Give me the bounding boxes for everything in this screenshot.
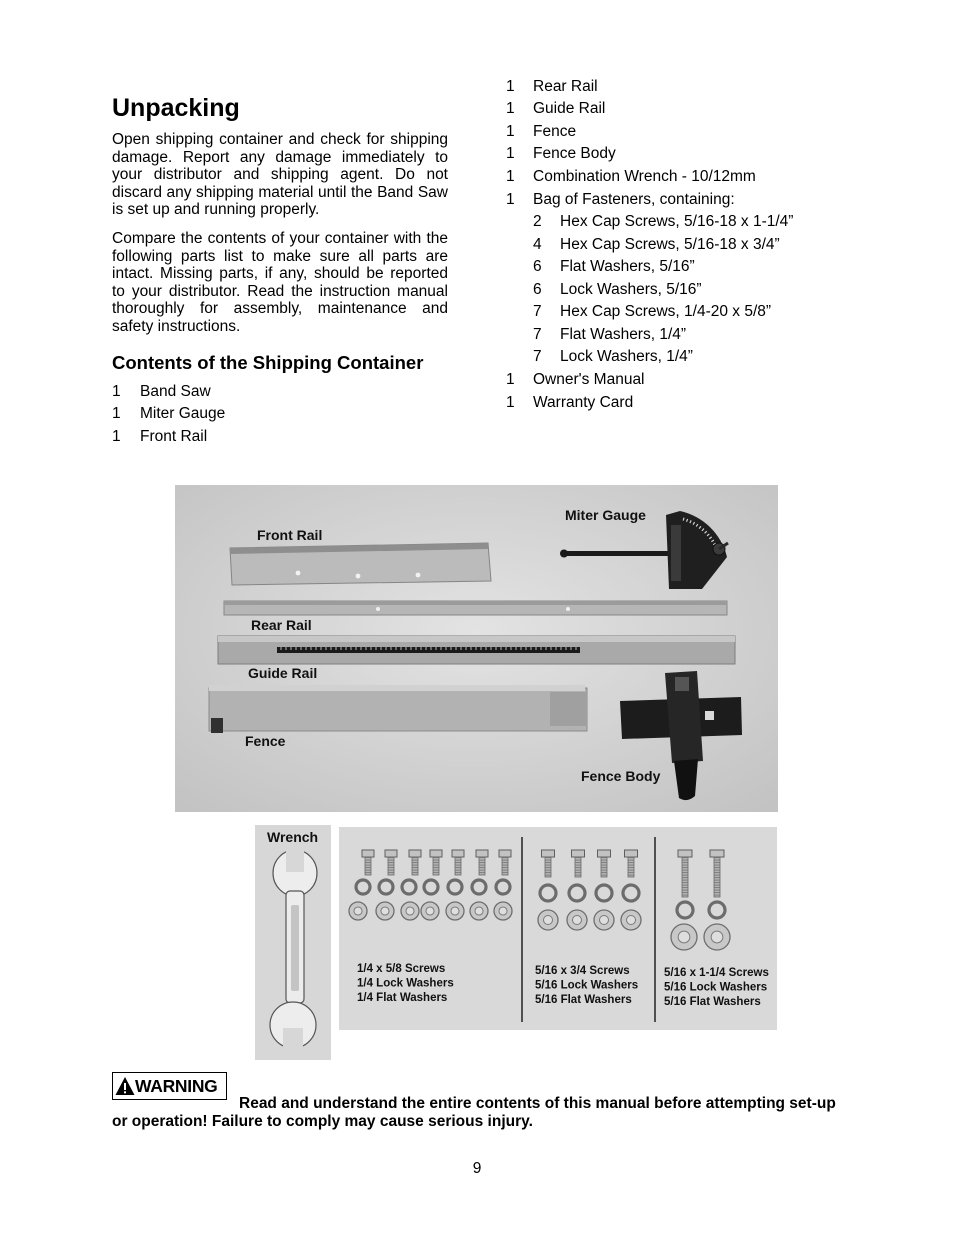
rear-rail-hole <box>566 607 570 611</box>
item-name: Flat Washers, 5/16” <box>560 258 695 276</box>
item-name: Warranty Card <box>533 393 634 411</box>
flat-washer <box>349 902 367 920</box>
item-name: Combination Wrench - 10/12mm <box>533 167 756 185</box>
item-name: Bag of Fasteners, containing: <box>533 190 735 208</box>
wrench-label: Wrench <box>267 829 319 845</box>
screw-head <box>452 850 464 857</box>
flat-washer <box>538 910 558 930</box>
screw-shank <box>601 857 607 877</box>
item-name: Lock Washers, 5/16” <box>560 280 702 298</box>
screw-head <box>542 850 555 857</box>
contents-list-left <box>112 381 225 449</box>
wrench-shaft-groove <box>291 905 299 991</box>
item-name: Lock Washers, 1/4” <box>560 348 693 366</box>
miter-gauge-bar-end <box>560 550 568 558</box>
item-quantity: 1 <box>506 145 515 163</box>
fastener-item <box>506 301 793 324</box>
flat-washer-hole <box>354 907 362 915</box>
front-rail <box>230 543 491 585</box>
contents-item <box>112 426 225 449</box>
item-name: Hex Cap Screws, 5/16-18 x 1-1/4” <box>560 213 794 231</box>
wrench-photo <box>255 825 331 1060</box>
fence-body-label: Fence Body <box>581 768 661 784</box>
screw-shank <box>682 857 688 897</box>
miter-gauge-body <box>671 525 681 581</box>
contents-item <box>506 143 793 166</box>
intro-paragraph: Open shipping container and check for shipping damage. Report any damage immediately to your distributor and shipping agent. Do not discard any shipping material until the Band Saw is set up and running properly. <box>112 131 448 219</box>
item-quantity: 1 <box>506 190 515 208</box>
flat-washer <box>594 910 614 930</box>
fastener-group-label: 5/16 Flat Washers <box>664 996 761 1008</box>
fence <box>209 685 587 733</box>
flat-washer <box>621 910 641 930</box>
fastener-group-label: 1/4 Flat Washers <box>357 992 448 1004</box>
item-quantity: 1 <box>506 122 515 140</box>
item-name: Hex Cap Screws, 1/4-20 x 5/8” <box>560 303 772 321</box>
screw-head <box>430 850 442 857</box>
fastener-group-label: 1/4 x 5/8 Screws <box>357 963 446 975</box>
fastener-item <box>506 211 793 234</box>
rear-rail-label: Rear Rail <box>251 617 312 633</box>
screw-head <box>476 850 488 857</box>
item-name: Miter Gauge <box>140 405 226 423</box>
fastener-item <box>506 346 793 369</box>
fastener-item <box>506 234 793 257</box>
fence-body-bracket <box>675 677 689 691</box>
front-rail-hole <box>416 573 421 578</box>
guide-rail-top <box>218 636 735 642</box>
page-number: 9 <box>472 1160 482 1177</box>
fastener-group-label: 5/16 Lock Washers <box>664 981 768 994</box>
item-name: Rear Rail <box>533 77 598 95</box>
front-rail-hole <box>296 571 301 576</box>
contents-list-right <box>506 76 793 414</box>
contents-item <box>506 76 793 99</box>
item-quantity: 1 <box>506 167 515 185</box>
page-title: Unpacking <box>112 94 240 122</box>
item-quantity: 7 <box>533 325 542 343</box>
flat-washer <box>421 902 439 920</box>
screw-head <box>598 850 611 857</box>
flat-washer-hole <box>600 916 609 925</box>
flat-washer <box>567 910 587 930</box>
item-quantity: 4 <box>533 235 542 253</box>
screw-shank <box>575 857 581 877</box>
item-name: Owner's Manual <box>533 371 645 388</box>
wrench-top-jaw <box>286 847 304 872</box>
item-quantity: 7 <box>533 348 542 366</box>
flat-washer-hole <box>627 916 636 925</box>
item-name: Band Saw <box>140 382 211 400</box>
fence-top-face <box>209 685 585 691</box>
screw-head <box>572 850 585 857</box>
guide-rail <box>218 636 735 664</box>
item-quantity: 6 <box>533 280 542 298</box>
item-quantity: 2 <box>533 213 542 231</box>
flat-washer <box>401 902 419 920</box>
contents-item <box>506 166 793 189</box>
screw-shank <box>479 857 485 875</box>
item-quantity: 1 <box>112 405 121 423</box>
fastener-group-label: 1/4 Lock Washers <box>357 977 454 990</box>
flat-washer-hole <box>381 907 389 915</box>
fence-end-cap <box>211 718 223 733</box>
contents-item <box>506 121 793 144</box>
screw-shank <box>388 857 394 875</box>
section-heading: Contents of the Shipping Container <box>112 352 424 373</box>
front-rail-label: Front Rail <box>257 527 323 543</box>
item-name: Front Rail <box>140 427 208 445</box>
screw-shank <box>545 857 551 877</box>
parts-photo <box>175 485 778 812</box>
flat-washer-hole <box>544 916 553 925</box>
flat-washer <box>494 902 512 920</box>
fastener-item <box>506 279 793 302</box>
warning-triangle-icon <box>115 1076 135 1096</box>
flat-washer-hole <box>451 907 459 915</box>
contents-item <box>506 189 793 212</box>
screw-shank <box>365 857 371 875</box>
item-quantity: 7 <box>533 303 542 321</box>
screw-head <box>385 850 397 857</box>
contents-item <box>112 381 225 404</box>
front-rail-hole <box>356 574 361 579</box>
warning-text: Read and understand the entire contents of this manual before attempting set-up or operation! Failure to comply may cause serious injury. <box>112 1095 836 1130</box>
fastener-item <box>506 256 793 279</box>
screw-shank <box>628 857 634 877</box>
fastener-group-label: 5/16 x 1-1/4 Screws <box>664 967 769 979</box>
item-quantity: 1 <box>506 100 515 118</box>
flat-washer-hole <box>678 931 690 943</box>
flat-washer <box>671 924 697 950</box>
item-quantity: 1 <box>506 393 515 411</box>
contents-item <box>506 392 793 415</box>
fastener-group-label: 5/16 Flat Washers <box>535 994 632 1006</box>
fastener-group-label: 5/16 x 3/4 Screws <box>535 965 630 977</box>
screw-shank <box>714 857 720 897</box>
wrench-bottom-jaw <box>283 1028 303 1060</box>
item-quantity: 1 <box>112 427 121 445</box>
screw-shank <box>455 857 461 875</box>
item-name: Fence <box>533 122 577 140</box>
fence-body-bar <box>209 688 587 731</box>
flat-washer-hole <box>573 916 582 925</box>
item-quantity: 1 <box>506 371 515 388</box>
miter-gauge-bar <box>562 551 670 556</box>
flat-washer <box>470 902 488 920</box>
screw-head <box>710 850 724 857</box>
screw-head <box>409 850 421 857</box>
flat-washer-hole <box>475 907 483 915</box>
fastener-item <box>506 324 793 347</box>
fence-label: Fence <box>245 733 286 749</box>
fastener-group-label: 5/16 Lock Washers <box>535 979 639 992</box>
miter-gauge-label: Miter Gauge <box>565 507 646 523</box>
screw-shank <box>412 857 418 875</box>
fence-end-section <box>550 692 587 726</box>
item-name: Fence Body <box>533 145 616 163</box>
intro-paragraph: Compare the contents of your container with the following parts list to make sure all parts are intact. Missing parts, if any, should be reported to your distributor. Read the instruction manual thoroughly for assembly, maintenance and safety instructions. <box>112 230 448 335</box>
warning-badge-label: WARNING <box>135 1076 218 1096</box>
screw-shank <box>433 857 439 875</box>
flat-washer-hole <box>499 907 507 915</box>
item-quantity: 6 <box>533 258 542 276</box>
contents-item <box>506 98 793 121</box>
screw-head <box>678 850 692 857</box>
screw-head <box>499 850 511 857</box>
item-name: Flat Washers, 1/4” <box>560 325 687 343</box>
item-quantity: 1 <box>112 382 121 400</box>
guide-rail-scale-tape <box>277 647 580 653</box>
item-name: Guide Rail <box>533 100 606 118</box>
flat-washer <box>376 902 394 920</box>
rear-rail-hole <box>376 607 380 611</box>
flat-washer <box>704 924 730 950</box>
rear-rail-edge <box>224 601 727 605</box>
flat-washer <box>446 902 464 920</box>
guide-rail-label: Guide Rail <box>248 665 318 681</box>
screw-head <box>625 850 638 857</box>
flat-washer-hole <box>426 907 434 915</box>
flat-washer-hole <box>711 931 723 943</box>
fasteners-photo <box>339 827 777 1030</box>
screw-head <box>362 850 374 857</box>
screw-shank <box>502 857 508 875</box>
item-quantity: 1 <box>506 77 515 95</box>
rear-rail <box>224 601 727 615</box>
contents-item <box>112 403 225 426</box>
item-name: Hex Cap Screws, 5/16-18 x 3/4” <box>560 235 780 253</box>
fence-body-pad <box>705 711 714 720</box>
contents-item <box>506 369 793 392</box>
flat-washer-hole <box>406 907 414 915</box>
